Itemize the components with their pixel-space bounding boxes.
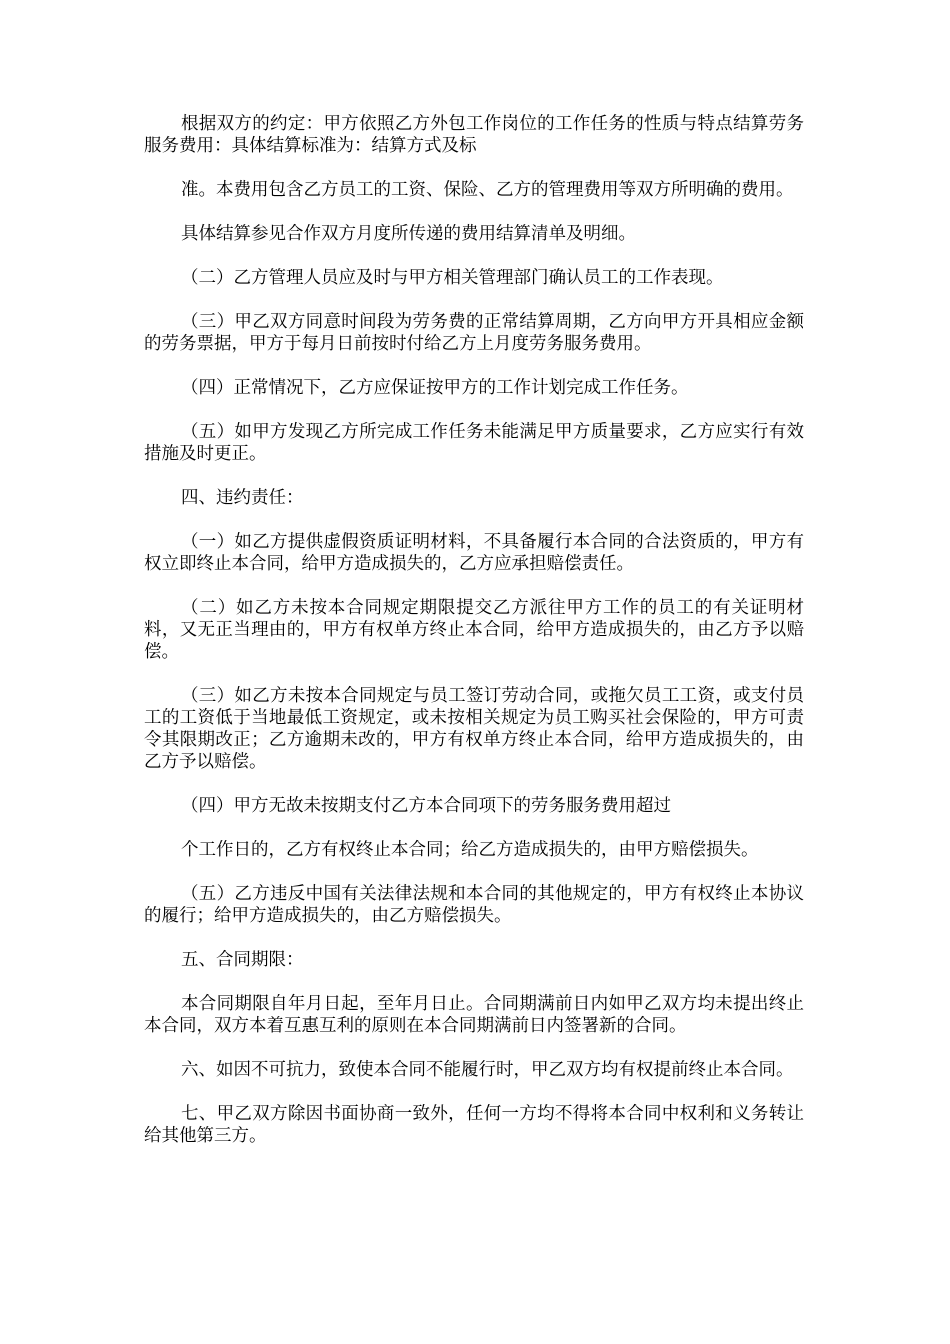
paragraph-liability-3: （三）如乙方未按本合同规定与员工签订劳动合同，或拖欠员工工资，或支付员工的工资低于当地最低工资规定，或未按相关规定为员工购买社会保险的，甲方可责令其限期改正；乙方逾期未改的，甲方有权单方终止本合同，给甲方造成损失的，由乙方予以赔偿。 <box>144 686 804 772</box>
paragraph-liability-2: （二）如乙方未按本合同规定期限提交乙方派往甲方工作的员工的有关证明材料，又无正当理由的，甲方有权单方终止本合同，给甲方造成损失的，由乙方予以赔偿。 <box>144 598 804 662</box>
paragraph-liability-4-cont: 个工作日的，乙方有权终止本合同；给乙方造成损失的，由甲方赔偿损失。 <box>181 840 759 860</box>
paragraph-force-majeure: 六、如因不可抗力，致使本合同不能履行时，甲乙双方均有权提前终止本合同。 <box>181 1060 794 1080</box>
section-heading-term: 五、合同期限： <box>181 950 304 970</box>
paragraph-term: 本合同期限自年月日起，至年月日止。合同期满前日内如甲乙双方均未提出终止本合同，双方本着互惠互利的原则在本合同期满前日内签署新的合同。 <box>144 994 804 1036</box>
paragraph-clause-5: （五）如甲方发现乙方所完成工作任务未能满足甲方质量要求，乙方应实行有效措施及时更正。 <box>144 422 804 464</box>
paragraph-fee-scope: 准。本费用包含乙方员工的工资、保险、乙方的管理费用等双方所明确的费用。 <box>181 180 794 200</box>
paragraph-liability-4: （四）甲方无故未按期支付乙方本合同项下的劳务服务费用超过 <box>181 796 671 816</box>
paragraph-liability-5: （五）乙方违反中国有关法律法规和本合同的其他规定的，甲方有权终止本协议的履行；给甲方造成损失的，由乙方赔偿损失。 <box>144 884 804 926</box>
paragraph-assignment: 七、甲乙双方除因书面协商一致外，任何一方均不得将本合同中权利和义务转让给其他第三方。 <box>144 1104 804 1146</box>
paragraph-clause-3: （三）甲乙双方同意时间段为劳务费的正常结算周期，乙方向甲方开具相应金额的劳务票据，甲方于每月日前按时付给乙方上月度劳务服务费用。 <box>144 312 804 354</box>
paragraph-clause-4: （四）正常情况下，乙方应保证按甲方的工作计划完成工作任务。 <box>181 378 689 398</box>
paragraph-settlement-details: 具体结算参见合作双方月度所传递的费用结算清单及明细。 <box>181 224 636 244</box>
paragraph-liability-1: （一）如乙方提供虚假资质证明材料，不具备履行本合同的合法资质的，甲方有权立即终止本合同，给甲方造成损失的，乙方应承担赔偿责任。 <box>144 532 804 574</box>
paragraph-clause-2: （二）乙方管理人员应及时与甲方相关管理部门确认员工的工作表现。 <box>181 268 724 288</box>
section-heading-liability: 四、违约责任： <box>181 488 304 508</box>
paragraph-settlement-basis: 根据双方的约定：甲方依照乙方外包工作岗位的工作任务的性质与特点结算劳务服务费用：具体结算标准为：结算方式及标 <box>144 114 804 156</box>
document-body <box>144 113 804 1169</box>
